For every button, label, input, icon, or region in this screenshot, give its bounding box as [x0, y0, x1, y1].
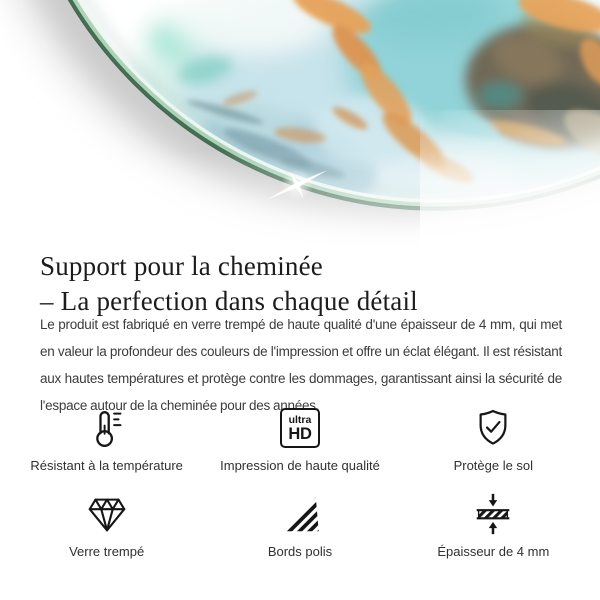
feature-print-quality	[203, 402, 396, 474]
feature-tempered-glass	[10, 488, 203, 560]
feature-label: Protège le sol	[453, 458, 534, 473]
feature-thickness	[397, 488, 590, 560]
product-hero-image	[0, 0, 600, 262]
ultra-hd-icon-text-bottom: HD	[288, 424, 312, 443]
ultra-hd-icon	[280, 408, 320, 448]
feature-label: Impression de haute qualité	[220, 458, 380, 473]
feature-label: Résistant à la température	[30, 458, 183, 473]
right-fade	[420, 110, 600, 262]
thermometer-icon	[84, 405, 130, 451]
feature-temperature	[10, 402, 203, 474]
polished-edges-icon	[277, 491, 323, 537]
feature-label: Verre trempé	[69, 544, 145, 559]
feature-polished-edges	[203, 488, 396, 560]
shield-check-icon	[471, 406, 515, 450]
page-title	[40, 249, 585, 319]
feature-floor-protection	[397, 402, 590, 474]
feature-label: Épaisseur de 4 mm	[437, 544, 550, 559]
diamond-icon	[84, 491, 130, 537]
glass-panel-illustration	[0, 0, 600, 262]
feature-label: Bords polis	[267, 544, 333, 559]
thickness-icon	[470, 491, 516, 537]
feature-grid	[10, 402, 590, 560]
page-title-line1: Support pour la cheminée	[40, 251, 323, 282]
product-description: Le produit est fabriqué en verre trempé de haute qualité d'une épaisseur de 4 mm, qui met en valeur la profondeur des couleurs de l'impression et offre un éclat élégant. Il est résistant aux hautes températures et protège contre les dommages, garantissant ainsi la sécurité de l'espace autour de la cheminée pour des années.	[40, 317, 562, 413]
page-title-line2: – La perfection dans chaque détail	[40, 286, 418, 317]
ultra-hd-icon-text-top: ultra	[288, 413, 312, 426]
